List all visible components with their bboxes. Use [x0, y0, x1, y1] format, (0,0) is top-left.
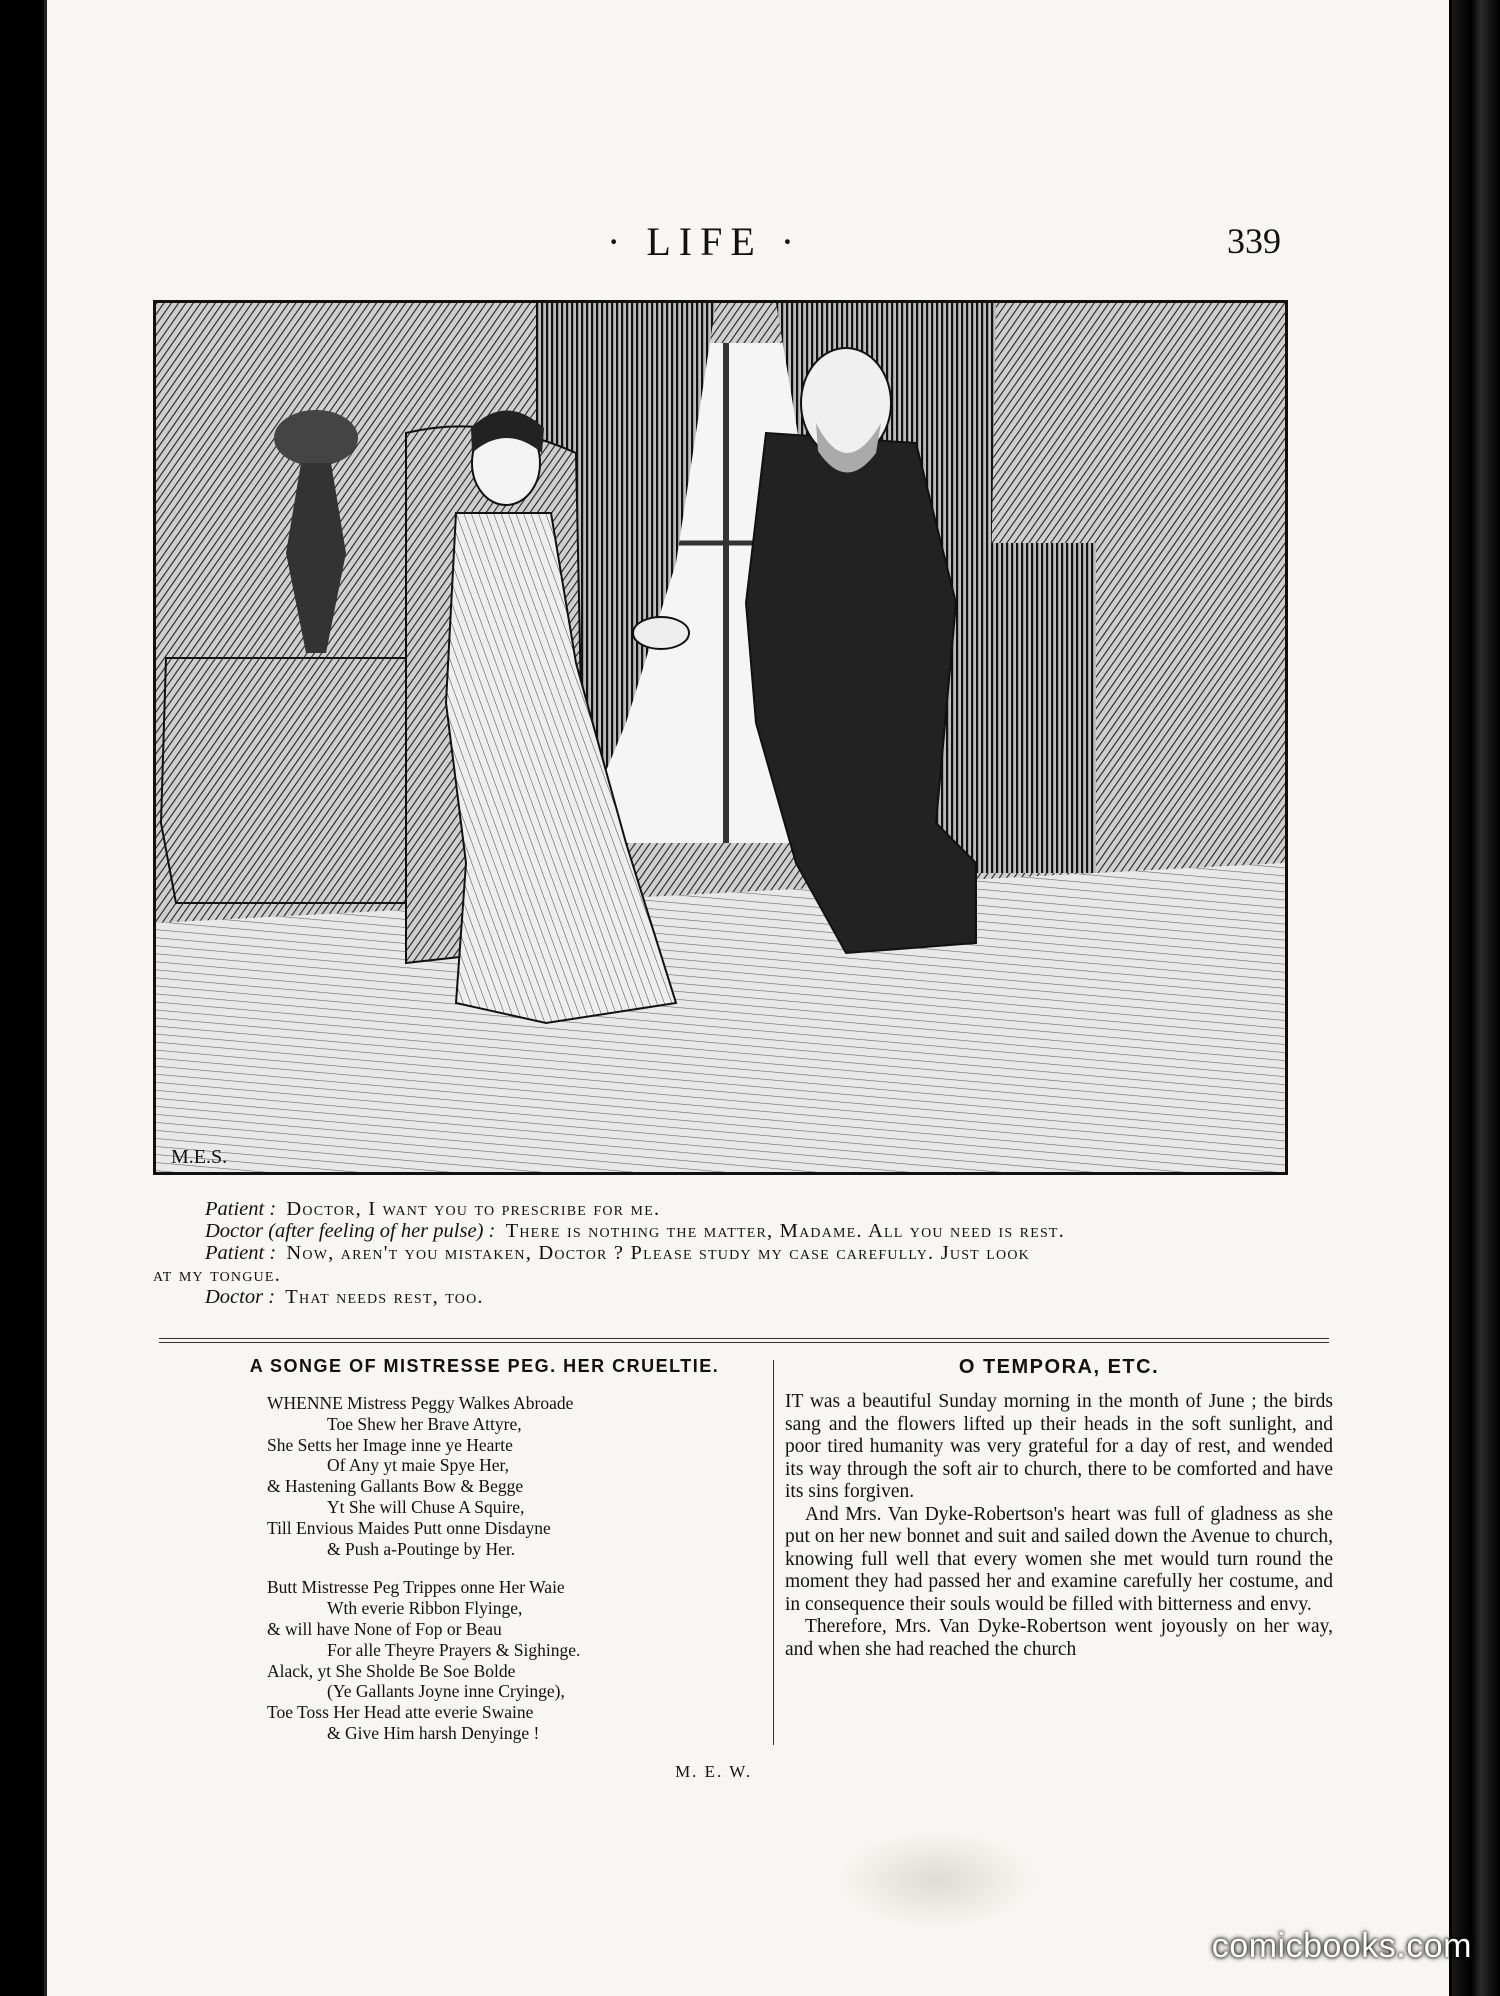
caption-text: Doctor, I want you to prescribe for me.	[286, 1198, 661, 1220]
article-paragraph: And Mrs. Van Dyke-Robertson's heart was full of gladness as she put on her new bonnet and suit and sailed down the Avenue to church, knowing full well that every women she met would turn round the moment they had passed her and examine carefully her costume, and in consequence their souls would be filled with bitterness and envy.	[785, 1503, 1333, 1615]
caption-line	[153, 1264, 1333, 1286]
magazine-page	[44, 0, 1449, 1996]
article-column	[785, 1356, 1333, 1661]
poem-line: Wth everie Ribbon Flyinge,	[327, 1598, 523, 1619]
poem-line: Yt She will Chuse A Squire,	[327, 1496, 525, 1517]
paper-stain	[837, 1830, 1037, 1930]
poem-line: WHENNE Mistress Peggy Walkes Abroade	[267, 1393, 574, 1413]
article-paragraph: IT was a beautiful Sunday morning in the month of June ; the birds sang and the flowers lifted up their heads in the soft sunlight, and poor tired humanity was very grateful for a day of rest, and wended its way through the soft air to church, there to be comforted and have its sins forgiven.	[785, 1391, 1333, 1502]
poem-line: & Give Him harsh Denyinge !	[327, 1722, 540, 1743]
joined-hands	[633, 617, 689, 649]
cartoon-caption	[153, 1198, 1333, 1308]
poem-line: Butt Mistresse Peg Trippes onne Her Waie	[267, 1577, 565, 1598]
magazine-title: · LIFE ·	[607, 219, 803, 264]
page-header	[47, 218, 1449, 278]
article-paragraph: Therefore, Mrs. Van Dyke-Robertson went joyously on her way, and when she had reached the church	[785, 1616, 1333, 1660]
caption-line	[153, 1286, 1333, 1308]
caption-text: Now, aren't you mistaken, Doctor ? Please study my case carefully. Just look	[286, 1242, 1030, 1264]
caption-text: at my tongue.	[153, 1264, 281, 1286]
watermark[interactable]: comicbooks.com	[1211, 1927, 1472, 1965]
section-rule	[159, 1338, 1329, 1343]
caption-speaker: Doctor :	[205, 1286, 276, 1308]
poem-line: Of Any yt maie Spye Her,	[327, 1455, 510, 1476]
poem-line: She Setts her Image inne ye Hearte	[267, 1434, 513, 1455]
caption-text: That needs rest, too.	[285, 1286, 484, 1308]
caption-line	[153, 1220, 1333, 1242]
doctor-chair	[976, 543, 1096, 873]
poem-stanza-1	[207, 1393, 762, 1559]
article-body	[785, 1391, 1333, 1661]
page-number: 339	[1227, 221, 1281, 261]
poem-line: & will have None of Fop or Beau	[267, 1618, 502, 1639]
poem-line: Toe Shew her Brave Attyre,	[327, 1413, 522, 1434]
caption-speaker: Doctor (after feeling of her pulse) :	[205, 1220, 496, 1242]
article-title: O TEMPORA, ETC.	[958, 1356, 1160, 1378]
poem-line: For alle Theyre Prayers & Sighinge.	[327, 1639, 581, 1660]
caption-speaker: Patient :	[205, 1242, 277, 1264]
caption-speaker: Patient :	[205, 1198, 277, 1220]
lamp-shade	[274, 410, 358, 466]
poem-column	[207, 1356, 762, 1782]
poem-body	[207, 1393, 762, 1744]
caption-line	[153, 1198, 1333, 1220]
poem-line: & Hastening Gallants Bow & Begge	[267, 1476, 524, 1497]
poem-line: Till Envious Maides Putt onne Disdayne	[267, 1517, 551, 1538]
poem-stanza-2	[207, 1577, 762, 1743]
engraving-illustration	[153, 300, 1288, 1175]
caption-line	[153, 1242, 1333, 1264]
poem-line: & Push a-Poutinge by Her.	[327, 1538, 516, 1559]
poem-line: Alack, yt She Sholde Be Soe Bolde	[267, 1660, 516, 1681]
poem-line: (Ye Gallants Joyne inne Cryinge),	[327, 1681, 565, 1702]
column-divider	[773, 1360, 774, 1745]
doctor-patient-engraving	[156, 303, 1285, 1172]
caption-text: There is nothing the matter, Madame. All you need is rest.	[505, 1220, 1066, 1242]
poem-line: Toe Toss Her Head atte everie Swaine	[267, 1702, 534, 1723]
poem-title: A SONGE OF MISTRESSE PEG. HER CRUELTIE.	[249, 1356, 720, 1376]
artist-monogram: M.E.S.	[171, 1146, 228, 1168]
scan-right-edge	[1452, 0, 1500, 1996]
poem-signature: M. E. W.	[675, 1761, 752, 1781]
